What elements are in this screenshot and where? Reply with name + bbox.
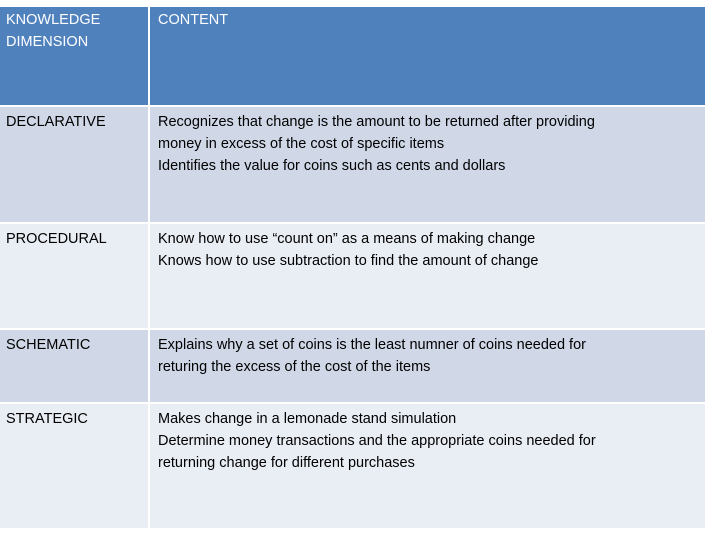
dimension-cell [0,224,150,328]
content-line: money in excess of the cost of specific items [158,136,445,152]
content-line: Makes change in a lemonade stand simulation [158,411,457,427]
table-row-schematic [0,328,705,402]
dimension-label: SCHEMATIC [6,337,91,353]
header-dimension-cell [0,7,150,105]
content-line: Determine money transactions and the appropriate coins needed for [158,433,596,449]
dimension-cell [0,107,150,222]
content-line: Explains why a set of coins is the least numner of coins needed for [158,337,586,353]
table-header-row [0,7,705,105]
content-line: returing the excess of the cost of the items [158,359,431,375]
header-dimension-label-line1: KNOWLEDGE [6,12,101,28]
table-row-declarative [0,105,705,222]
content-line: Knows how to use subtraction to find the amount of change [158,253,539,269]
content-cell [150,404,705,528]
knowledge-dimension-table [0,7,705,528]
header-dimension-label-line2: DIMENSION [6,34,89,50]
header-content-cell [150,7,705,105]
dimension-label: STRATEGIC [6,411,88,427]
content-line: returning change for different purchases [158,455,415,471]
content-line: Identifies the value for coins such as cents and dollars [158,158,506,174]
content-cell [150,107,705,222]
dimension-cell [0,330,150,402]
content-cell [150,330,705,402]
dimension-label: PROCEDURAL [6,231,107,247]
table-row-procedural [0,222,705,328]
content-cell [150,224,705,328]
header-content-label: CONTENT [158,12,229,28]
dimension-cell [0,404,150,528]
content-line: Recognizes that change is the amount to be returned after providing [158,114,595,130]
content-line: Know how to use “count on” as a means of making change [158,231,536,247]
table-row-strategic [0,402,705,528]
dimension-label: DECLARATIVE [6,114,106,130]
